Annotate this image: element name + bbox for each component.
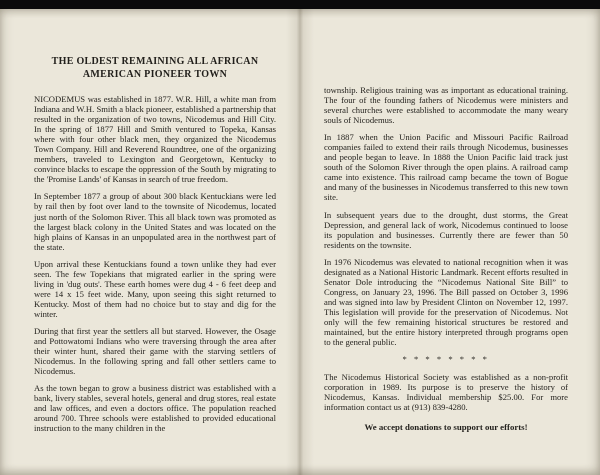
- paragraph: In September 1877 a group of about 300 black Kentuckians were led by rail then by foot over land to the townsite of Nicodemus, located just north of the Solomon River. This all black town was promoted as the largest black colony in the United States and was located on the high plains of Kansas in an unpopulated area in the northwest part of the state.: [34, 191, 276, 252]
- paragraph: township. Religious training was as important as educational training. The four of the founding fathers of Nicodemus were ministers and several churches were established to accommodate the many weary souls of Nicodemus.: [324, 85, 568, 126]
- left-page: [0, 9, 300, 475]
- asterisk-divider: * * * * * * * *: [402, 354, 490, 365]
- donation-note: We accept donations to support our efforts!: [364, 422, 528, 433]
- paragraph: In 1976 Nicodemus was elevated to national recognition when it was designated as a National Historic Landmark. Recent efforts resulted in Senator Dole introducing the “Nicodemus National Site Bill” to Congress, on January 23, 1996. The Bill passed on October 3, 1996 and was signed into law by President Clinton on November 12, 1997. This legislation will provide for the preservation of Nicodemus. Not only will the few remaining historical structures be restored and maintained, but the entire history interpreted through programs open to the general public.: [324, 256, 568, 348]
- booklet-scan: [0, 9, 600, 475]
- paragraph: In subsequent years due to the drought, dust storms, the Great Depression, and general lack of work, Nicodemus continued to loose its population and businesses. Currently there are fewer than 50 residents on the townsite.: [324, 209, 568, 250]
- paragraph: NICODEMUS was established in 1877. W.R. Hill, a white man from Indiana and W.H. Smith a black pioneer, established a partnership that resulted in the organization of two towns, Nicodemus and Hill City. In the spring of 1877 Hill and Smith ventured to Topeka, Kansas where with four other black men, they organized the Nicodemus Town Company. Hill and Reverend Roundtree, one of the organizing members, traveled to Lexington and Georgetown, Kentucky to convince blacks to escape the oppression of the South by migrating to the 'Promise Lands' of Kansas in search of true freedom.: [34, 94, 276, 185]
- paragraph: In 1887 when the Union Pacific and Missouri Pacific Railroad companies failed to extend their rails through Nicodemus, businesses and people began to leave. In 1888 the Union Pacific laid track just south of the Solomon River through the open plains. A railroad camp came into existence. This railroad camp became the town of Bogue and many of the businesses in Nicodemus transferred to this new town site.: [324, 132, 568, 203]
- page-title-line1: THE OLDEST REMAINING ALL AFRICAN: [51, 56, 259, 67]
- page-title-line2: AMERICAN PIONEER TOWN: [82, 69, 228, 80]
- paragraph: Upon arrival these Kentuckians found a town unlike they had ever seen. The few Topekians that migrated earlier in the spring were living in 'dug outs'. These earth homes were dug 4 - 6 feet deep and were 14 x 15 feet wide. Many, upon seeing this sight returned to Kentucky. Most of them had no choice but to stay and dig for the winter.: [34, 258, 276, 319]
- right-page: [300, 9, 600, 475]
- scan-edge-strip: [0, 0, 600, 9]
- paragraph: As the town began to grow a business district was established with a bank, livery stables, several hotels, general and drug stores, real estate and law offices, and even a doctors office. The population reached around 700. Three schools were established to provided educational instruction to the many children in the: [34, 383, 276, 434]
- society-paragraph: The Nicodemus Historical Society was established as a non-profit corporation in 1989. Its purpose is to preserve the history of Nicodemus, Kansas. Individual membership $25.00. For more information contact us at (913) 839-4280.: [324, 372, 568, 413]
- page-title: [40, 55, 270, 81]
- paragraph: During that first year the settlers all but starved. However, the Osage and Pottowatomi Indians who were traversing through the area after their winter hunt, shared their game with the starving settlers of Nicodemus. In the following spring and fall other settlers came to Nicodemus.: [34, 325, 276, 377]
